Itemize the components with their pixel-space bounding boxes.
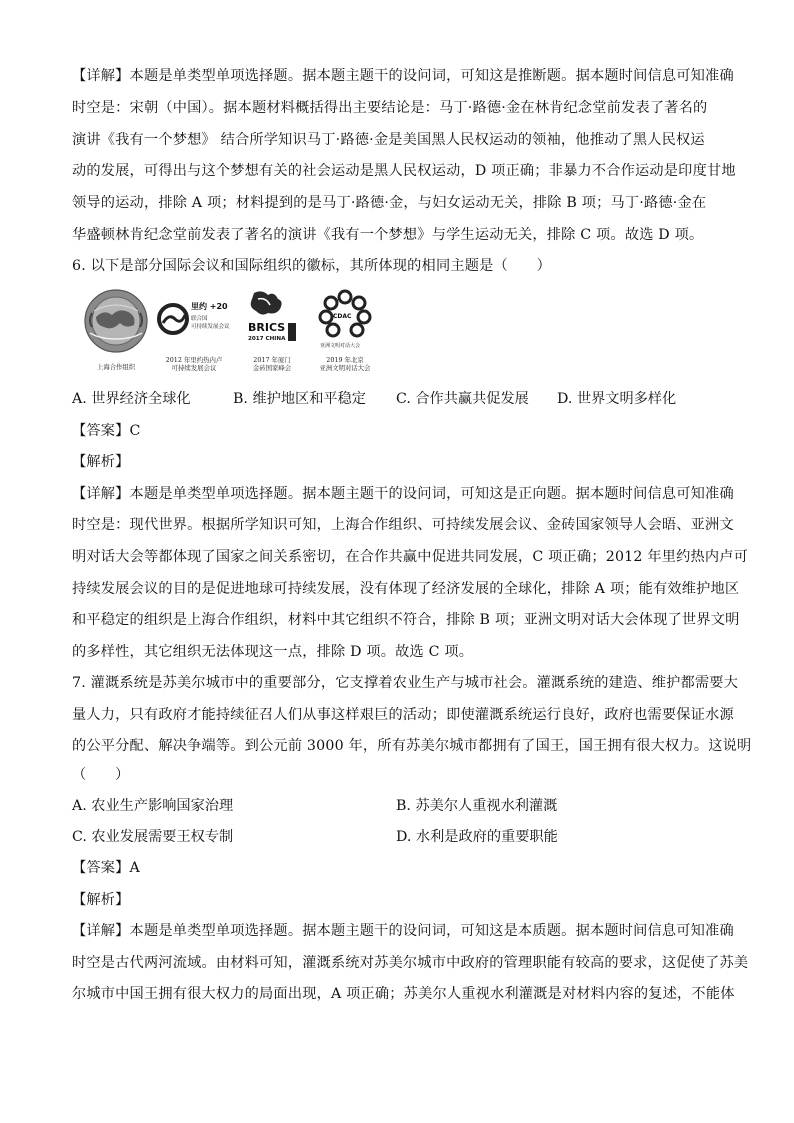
- cdac-logo-subtitle: 亚洲文明对话大会: [320, 343, 361, 349]
- q6-logo-sco: [80, 287, 152, 379]
- q6-logo-rio20: [155, 287, 233, 379]
- q7-detail-line: 尔城市中国王拥有很大权力的局面出现，A 项正确；苏美尔人重视水利灌溉是对材料内容的复述，不能体: [72, 986, 735, 1002]
- logo-caption: 亚洲文明对话大会: [319, 364, 371, 372]
- q6-logo-cdac: [312, 287, 378, 379]
- q6-option-a: A. 世界经济全球化: [72, 391, 191, 407]
- q6-logo-brics: [240, 287, 304, 379]
- cdac-logo-title: CDAC: [333, 313, 352, 320]
- q6-analysis-label: 【解析】: [72, 454, 130, 470]
- q7-answer: 【答案】A: [72, 860, 140, 876]
- rio20-logo-subtitle: 联合国: [191, 316, 208, 322]
- q7-stem-line: （ ）: [72, 767, 130, 783]
- logo-caption: 2012 年里约热内卢: [165, 356, 223, 364]
- brics-logo-icon: [240, 287, 304, 357]
- q6-option-c: C. 合作共赢共促发展: [396, 391, 529, 407]
- q6-detail-line: 的多样性，其它组织无法体现这一点，排除 D 项。故选 C 项。: [72, 644, 474, 660]
- q6-detail-line: 持续发展会议的目的是促进地球可持续发展，没有体现了经济发展的全球化，排除 A 项；能有效维护地区: [72, 581, 740, 597]
- logo-caption: 2019 年北京: [326, 356, 364, 364]
- rio20-logo-title: 里约 +20: [191, 302, 228, 311]
- q5-detail-line: 演讲《我有一个梦想》 结合所学知识马丁·路德·金是美国黑人民权运动的领袖，他推动了黑人民权运: [72, 132, 705, 148]
- q7-detail-line: 【详解】本题是单类型单项选择题。据本题主题干的设问词，可知这是本质题。据本题时间信息可知准确: [72, 923, 734, 939]
- rio20-logo-icon: [155, 287, 233, 357]
- cdac-logo-icon: [312, 287, 378, 357]
- q7-option-b: B. 苏美尔人重视水利灌溉: [396, 798, 558, 814]
- q7-detail-line: 时空是古代两河流域。由材料可知，灌溉系统对苏美尔城市中政府的管理职能有较高的要求，这促使了苏美: [72, 955, 749, 971]
- q7-option-c: C. 农业发展需要王权专制: [72, 829, 234, 845]
- q7-stem-line: 的公平分配、解决争端等。到公元前 3000 年，所有苏美尔城市都拥有了国王，国王拥有很大权力。这说明: [72, 738, 752, 754]
- q7-analysis-label: 【解析】: [72, 892, 130, 908]
- q7-stem-line: 量人力，只有政府才能持续征召人们从事这样艰巨的活动；即使灌溉系统运行良好，政府也需要保证水源: [72, 707, 734, 723]
- q5-detail-line: 【详解】本题是单类型单项选择题。据本题主题干的设问词，可知这是推断题。据本题时间信息可知准确: [72, 68, 734, 84]
- q5-detail-line: 时空是：宋朝（中国）。据本题材料概括得出主要结论是：马丁·路德·金在林肯纪念堂前发表了著名的: [72, 100, 708, 116]
- q6-detail-line: 【详解】本题是单类型单项选择题。据本题主题干的设问词，可知这是正向题。据本题时间信息可知准确: [72, 486, 734, 502]
- q6-detail-line: 和平稳定的组织是上海合作组织，材料中其它组织不符合，排除 B 项；亚洲文明对话大会体现了世界文明: [72, 612, 740, 628]
- logo-caption: 金砖国家峰会: [252, 364, 292, 372]
- q5-detail-line: 华盛顿林肯纪念堂前发表了著名的演讲《我有一个梦想》与学生运动无关，排除 C 项。故选 D 项。: [72, 227, 704, 243]
- brics-logo-subtitle: 2017 CHINA: [248, 336, 286, 342]
- rio20-logo-subtitle: 可持续发展会议: [191, 324, 230, 330]
- q7-option-a: A. 农业生产影响国家治理: [72, 798, 234, 814]
- q5-detail-line: 领导的运动，排除 A 项；材料提到的是马丁·路德·金，与妇女运动无关，排除 B 项；马丁·路德·金在: [72, 195, 707, 211]
- q6-detail-line: 明对话大会等都体现了国家之间关系密切，在合作共赢中促进共同发展，C 项正确；2012 年里约热内卢可: [72, 549, 749, 565]
- logo-caption: 2017 年厦门: [253, 356, 291, 364]
- q6-answer: 【答案】C: [72, 423, 141, 439]
- q7-stem-line: 7. 灌溉系统是苏美尔城市中的重要部分，它支撑着农业生产与城市社会。灌溉系统的建造、维护都需要大: [72, 675, 739, 691]
- q7-option-d: D. 水利是政府的重要职能: [396, 829, 558, 845]
- q6-option-d: D. 世界文明多样化: [557, 391, 677, 407]
- q6-option-b: B. 维护地区和平稳定: [233, 391, 366, 407]
- q6-logo-row: [80, 287, 380, 379]
- q5-detail-line: 动的发展，可得出与这个梦想有关的社会运动是黑人民权运动，D 项正确；非暴力不合作运动是印度甘地: [72, 163, 736, 179]
- logo-caption: 可持续发展会议: [171, 364, 217, 372]
- q6-question: 6. 以下是部分国际会议和国际组织的徽标，其所体现的相同主题是（ ）: [72, 258, 552, 274]
- logo-caption: 上海合作组织: [96, 363, 136, 371]
- q6-detail-line: 时空是：现代世界。根据所学知识可知，上海合作组织、可持续发展会议、金砖国家领导人会晤、亚洲文: [72, 517, 734, 533]
- brics-logo-title: BRICS: [248, 321, 286, 334]
- sco-emblem-icon: [80, 287, 152, 357]
